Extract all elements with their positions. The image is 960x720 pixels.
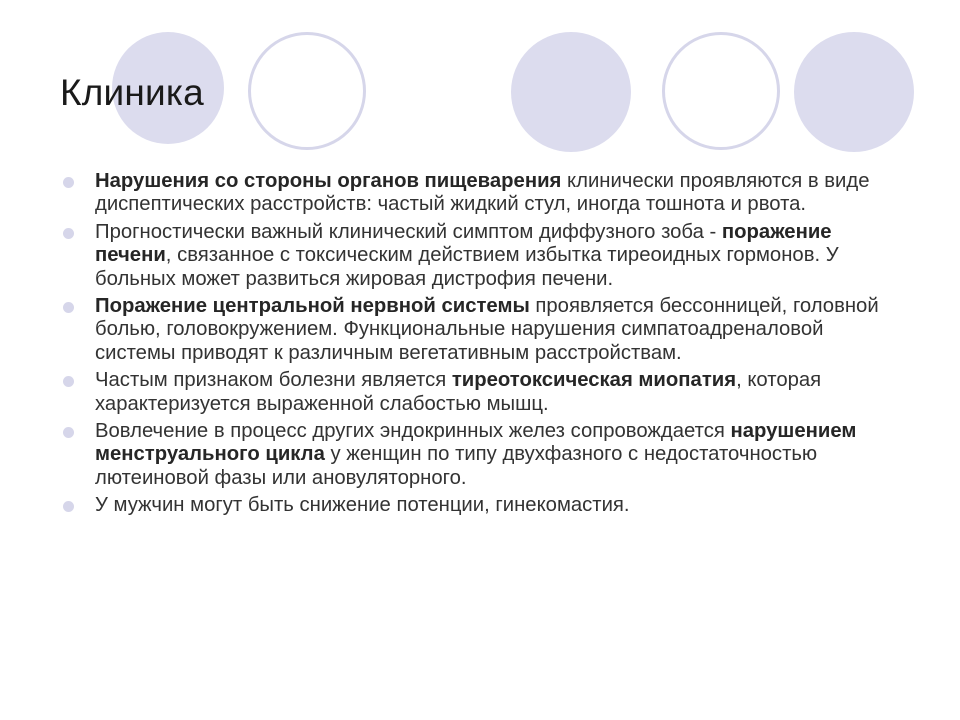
body-text: Вовлечение в процесс других эндокринных желез сопровождается [95, 420, 731, 443]
bold-text: тиреотоксическая миопатия [451, 369, 737, 392]
bullet-item [60, 170, 905, 217]
body-text: Прогностически важный клинический симптом диффузного зоба - [95, 220, 722, 243]
body-text: клинически проявляются в виде диспептических расстройств: частый жидкий стул, иногда тошнота и рвота. [95, 170, 870, 216]
bullet-item [60, 221, 905, 291]
decorative-circle-ring [662, 32, 780, 150]
bullet-item [60, 295, 905, 365]
body-text: , которая характеризуется выраженной слабостью мышц. [95, 369, 822, 415]
bullet-dot-icon [63, 501, 74, 512]
bullet-dot-icon [63, 427, 74, 438]
body-text: , связанное с токсическим действием избытка тиреоидных гормонов. У больных может развиться жировая дистрофия печени. [95, 244, 839, 290]
body-text: У мужчин могут быть снижение потенции, гинекомастия. [95, 494, 630, 517]
bullet-item [60, 420, 905, 490]
bold-text: Нарушения со стороны органов пищеварения [95, 170, 562, 192]
bullet-dot-icon [63, 376, 74, 387]
bold-text: поражение печени [95, 220, 832, 267]
bullet-item [60, 494, 905, 517]
body-text: проявляется бессонницей, головной болью, головокружением. Функциональные нарушения симпатоадреналовой системы приводят к различным вегетативным расстройствам. [95, 295, 879, 364]
body-text: у женщин по типу двухфазного с недостаточностью лютеиновой фазы или ановуляторного. [95, 443, 818, 489]
bold-text: нарушением менструального цикла [95, 420, 857, 466]
bullet-item [60, 369, 905, 416]
bullet-dot-icon [63, 228, 74, 239]
decorative-circle-ring [248, 32, 366, 150]
slide-title: Клиника [60, 72, 204, 113]
bullet-dot-icon [63, 177, 74, 188]
decorative-circle-filled [794, 32, 914, 152]
body-text: Частым признаком болезни является [95, 369, 452, 392]
bullet-dot-icon [63, 302, 74, 313]
decorative-circle-filled [511, 32, 631, 152]
bold-text: Поражение центральной нервной системы [95, 295, 530, 318]
bullet-list [60, 170, 905, 522]
